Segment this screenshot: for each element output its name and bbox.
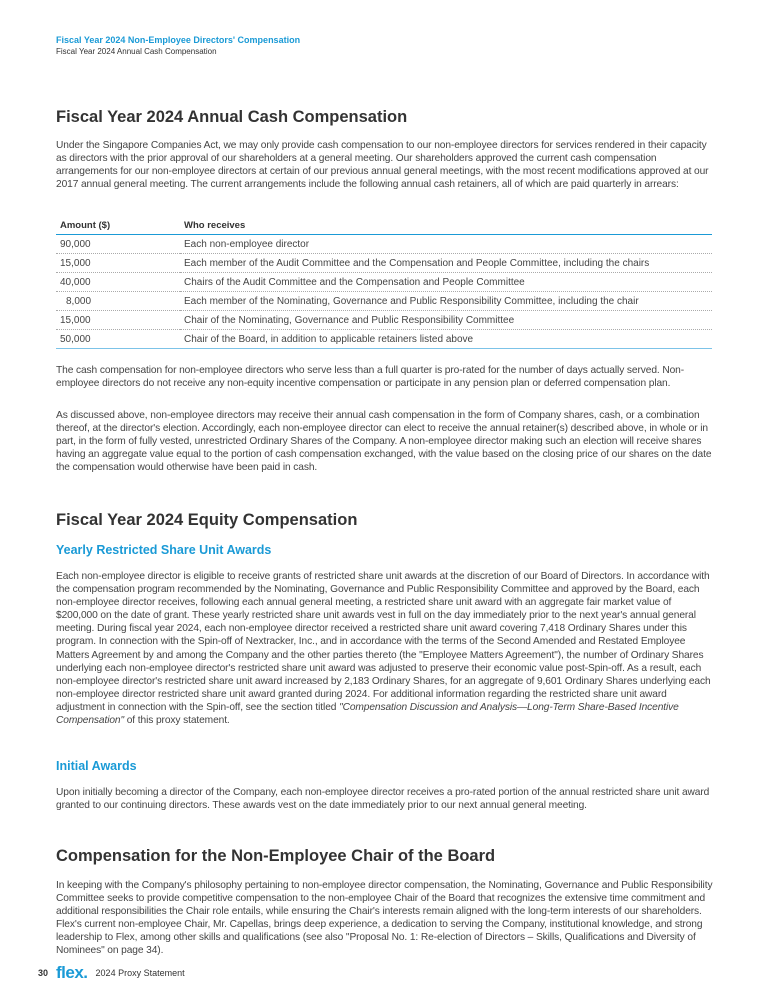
amount-cell: 40,000 xyxy=(56,273,180,292)
page-footer xyxy=(38,963,185,983)
running-header-section: Fiscal Year 2024 Non-Employee Directors' Compensation xyxy=(56,35,301,45)
recipient-cell: Chairs of the Audit Committee and the Compensation and People Committee xyxy=(180,273,712,292)
amount-cell: 90,000 xyxy=(56,235,180,254)
document-title: 2024 Proxy Statement xyxy=(95,968,185,978)
table-row xyxy=(56,273,712,292)
table-row xyxy=(56,235,712,254)
chair-compensation-paragraph: In keeping with the Company's philosophy pertaining to non-employee director compensation, the Nominating, Governance and Public Responsibility Committee seeks to provide competitive compensation to the non-employee Chair of the Board that recognizes the extensive time commitment and additional responsibilities the Chair role entails, while ensuring the Chair's interests remain aligned with the long-term interests of our shareholders. Flex's current non-employee Chair, Mr. Capellas, brings deep experience, a dedication to serving the Company, institutional knowledge, and strong leadership to Flex, among other skills and qualifications (see also "Proposal No. 1: Re-election of Directors – Skills, Qualifications and Diversity of Nominees" on page 34). xyxy=(56,880,713,957)
recipient-cell: Chair of the Board, in addition to applicable retainers listed above xyxy=(180,330,712,349)
table-row xyxy=(56,330,712,349)
recipient-cell: Each non-employee director xyxy=(180,235,712,254)
table-row xyxy=(56,311,712,330)
cash-retainer-table-wrap xyxy=(56,220,714,349)
column-header-who: Who receives xyxy=(180,220,712,235)
recipient-cell: Each member of the Nominating, Governance and Public Responsibility Committee, including the chair xyxy=(180,292,712,311)
initial-awards-subheading: Initial Awards xyxy=(56,759,137,773)
table-row xyxy=(56,254,712,273)
initial-awards-paragraph: Upon initially becoming a director of the Company, each non-employee director receives a pro-rated portion of the annual restricted share unit award granted to our continuing directors. These awards vest on the date immediately prior to our next annual general meeting. xyxy=(56,787,710,812)
cash-intro-paragraph: Under the Singapore Companies Act, we may only provide cash compensation to our non-employee directors for services rendered in their capacity as directors with the prior approval of our shareholders at a general meeting. Our shareholders approved the current cash compensation arrangements for our non-employee directors at certain of our previous annual general meetings, with the most recent modifications approved at our 2017 annual general meeting. The current arrangements include the following annual cash retainers, all of which are paid quarterly in arrears: xyxy=(56,140,709,191)
cash-retainer-table xyxy=(56,220,712,349)
rsu-text-tail: of this proxy statement. xyxy=(124,715,230,727)
amount-cell: 15,000 xyxy=(56,254,180,273)
amount-cell: 15,000 xyxy=(56,311,180,330)
rsu-text: Each non-employee director is eligible to receive grants of restricted share unit awards at the discretion of our Board of Directors. In accordance with the compensation program recommended by the Nominating, Governance and Public Responsibility Committee and approved by the Board, each non-employee director receives, following each annual general meeting, a restricted share unit award with an aggregate fair market value of $200,000 on the date of grant. These yearly restricted share unit awards vest in full on the day immediately prior to the next year's annual general meeting. During fiscal year 2024, each non-employee director received a restricted share unit award covering 7,418 Ordinary Shares under this program. In connection with the Spin-off of Nextracker, Inc., and in accordance with the terms of the Second Amended and Restated Employee Matters Agreement by and among the Company and the other parties thereto (the "Employee Matters Agreement"), the number of Ordinary Shares underlying each non-employee director's restricted share unit award was adjusted to preserve their economic value post-Spin-off. As a result, each non-employee director's restricted share unit award increased by 2,183 Ordinary Shares, for an aggregate of 9,601 Ordinary Shares underlying each non-employee director restricted share unit award granted during 2024. For additional information regarding the restricted share unit award adjustment in connection with the Spin-off, see the section titled xyxy=(56,571,711,713)
flex-logo: flex. xyxy=(56,963,88,982)
amount-cell: 50,000 xyxy=(56,330,180,349)
table-row xyxy=(56,292,712,311)
rsu-paragraph xyxy=(56,570,714,727)
page-number: 30 xyxy=(38,968,49,978)
cash-compensation-heading: Fiscal Year 2024 Annual Cash Compensation xyxy=(56,108,408,126)
rsu-subheading: Yearly Restricted Share Unit Awards xyxy=(56,543,272,557)
share-election-paragraph: As discussed above, non-employee directors may receive their annual cash compensation in the form of Company shares, cash, or a combination thereof, at the director's election. Accordingly, each non-employee director can elect to receive the annual retainer(s) described above, in whole or in part, in the form of fully vested, unrestricted Ordinary Shares of the Company. A non-employee director making such an election will receive shares having an aggregate value equal to the portion of cash compensation exchanged, with the value based on the closing price of our shares on the date the compensation would otherwise have been paid in cash. xyxy=(56,410,712,474)
running-header-subsection: Fiscal Year 2024 Annual Cash Compensation xyxy=(56,47,217,56)
recipient-cell: Each member of the Audit Committee and the Compensation and People Committee, including the chairs xyxy=(180,254,712,273)
amount-cell: 8,000 xyxy=(56,292,180,311)
chair-compensation-heading: Compensation for the Non-Employee Chair of the Board xyxy=(56,847,496,865)
recipient-cell: Chair of the Nominating, Governance and Public Responsibility Committee xyxy=(180,311,712,330)
rsu-section-reference: "Compensation Discussion and Analysis—Long-Term Share-Based Incentive Compensation" xyxy=(56,701,679,727)
column-header-amount: Amount ($) xyxy=(56,220,180,235)
prorate-paragraph: The cash compensation for non-employee directors who serve less than a full quarter is pro-rated for the number of days actually served. Non-employee directors do not receive any non-equity incentive compensation or participate in any pension plan or deferred compensation plan. xyxy=(56,365,685,390)
equity-compensation-heading: Fiscal Year 2024 Equity Compensation xyxy=(56,511,358,529)
